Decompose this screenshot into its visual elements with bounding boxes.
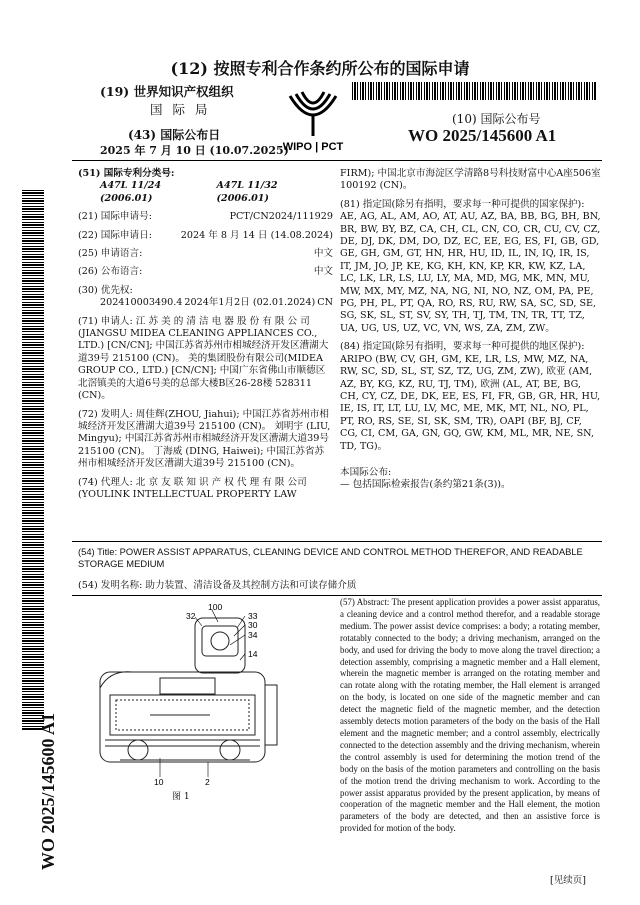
f81-designated-states: (81) 指定国(除另有指明，要求每一种可提供的国家保护): AE, AG, AL, AM, AO, AT, AU, AZ, BA, BB, BG, BH, BN, BR, BW, BY, BZ, CA, CH, CL, CN, CO, CR, CU, CV, CZ, DE, DJ, DK, DM, DO, DZ, EC, EE, EG, ES, FI, GB, GD, GE, GH, GM, GT, HN, HR, HU, ID, IL, IN, IQ, IR, IS, IT, JM, JO, JP, KE, KG, KH, KN, KP, KR, KW, KZ, LA, LC, LK, LR, LS, LU, LY, MA, MD, MG, MK, MN, MU, MW, MX, MY, MZ, NA, NG, NI, NO, NZ, OM, PA, PE, PG, PH, PL, PT, QA, RO, RS, RU, RW, SA, SC, SD, SE, SG, SK, SL, ST, SV, SY, TH, TJ, TM, TN, TR, TT, TZ, UA, UG, US, UZ, VC, VN, WS, ZA, ZM, ZW。 (340, 198, 601, 334)
f51-label: (51) 国际专利分类号: (78, 168, 175, 179)
f25-row (78, 248, 333, 260)
patent-figure (90, 600, 330, 785)
f71-applicants: (71) 申请人: 江 苏 美 的 清 洁 电 器 股 份 有 限 公 司 (JIANGSU MIDEA CLEANING APPLIANCES CO., LTD.) [CN/CN]; 中国江苏省苏州市相城经济开发区漕湖大道39号 215100 (CN)。 美的集团股份有限公司(MIDEA GROUP CO., LTD.) [CN/CN]; 中国广东省佛山市顺德区北滘镇美的大道6号美的总部大楼B区26-28楼 528311 (CN)。 (78, 315, 329, 402)
f25-value: 中文 (313, 248, 333, 260)
agent-firm-cont: FIRM); 中国北京市海淀区学清路8号科技财富中心A座506室 100192 (CN)。 (340, 168, 601, 192)
abstract-divider (72, 595, 602, 596)
pub-no-label: (10) 国际公布号 (452, 112, 541, 126)
f72-inventors: (72) 发明人: 周佳辉(ZHOU, Jiahui); 中国江苏省苏州市相城经济开发区漕湖大道39号 215100 (CN)。 刘明宇 (LIU, Mingyu); 中国江苏省苏州市相城经济开发区漕湖大道39号 215100 (CN)。 丁海威 (DING, Haiwei); 中国江苏省苏州市相城经济开发区漕湖大道39号 215100 (CN)。 (78, 408, 331, 470)
header-divider (72, 160, 602, 161)
side-barcode (22, 190, 44, 730)
title-english: (54) Title: POWER ASSIST APPARATUS, CLEANING DEVICE AND CONTROL METHOD THEREFOR, AND READABLE STORAGE MEDIUM (78, 546, 583, 569)
document-type: (12) 按照专利合作条约所公布的国际申请 (170, 59, 470, 78)
f51-value-1: A47L 11/24 (2006.01) (100, 180, 162, 204)
fig-label: 100 (208, 602, 223, 612)
f30-date: 2024年1月2日 (02.01.2024) (184, 297, 316, 309)
side-pub-number: WO 2025/145600 A1 (38, 712, 58, 870)
published-item: — 包括国际检索报告(条约第21条(3))。 (340, 479, 511, 491)
fig-label: 33 (248, 611, 258, 621)
f26-value: 中文 (313, 266, 333, 278)
f22-value: 2024 年 8 月 14 日 (14.08.2024) (180, 229, 333, 241)
f51-values (78, 180, 333, 205)
title-divider (72, 541, 602, 542)
figure-caption: 图 1 (172, 792, 190, 802)
f26-label: (26) 公布语言: (78, 266, 143, 278)
f26-row (78, 266, 333, 278)
pub-date: 2025 年 7 月 10 日 (10.07.2025) (100, 144, 289, 157)
bib-right (340, 168, 602, 492)
pub-no: WO 2025/145600 A1 (408, 126, 557, 145)
f21-row (78, 211, 333, 223)
org-name: (19) 世界知识产权组织 (100, 84, 234, 99)
pub-date-label: (43) 国际公布日 (128, 128, 221, 142)
f30-row (78, 297, 333, 309)
fig-label: 2 (205, 777, 210, 785)
f25-label: (25) 申请语言: (78, 248, 143, 260)
f30-number: 202410003490.4 (100, 297, 183, 309)
title-chinese: (54) 发明名称: 助力装置、清洁设备及其控制方法和可读存储介质 (78, 580, 357, 591)
fig-label: 10 (154, 777, 164, 785)
org-bureau: 国 际 局 (150, 102, 211, 117)
wipo-logo-text: WIPO | PCT (282, 141, 344, 153)
f22-label: (22) 国际申请日: (78, 229, 152, 241)
abstract-text: (57) Abstract: The present application provides a power assist apparatus, a cleaning device and a control method therefor, and a readable storage medium. The power assist device comprises: a body; a rotating member, rotatably connected to the body; a driving mechanism, arranged on the body, and used for driving the body to move along the travel direction; a detection assembly, comprising a magnetic member and a Hall element, wherein the magnetic member is arranged on the rotating member and can rotate along with the rotating member, the Hall element is arranged on the body, is located on one side of the magnetic member and can detect the magnetic field of the magnetic member, and the detection assembly detects motion parameters of the body on the basis of the Hall element and the magnetic member; and a control assembly, electrically connected to the detection assembly and the driving mechanism, wherein the control assembly is used for determining the motion trend of the body on the basis of the motion parameters and controlling on the basis of the motion trend the driving mechanism to work. According to the power assist apparatus provided by the present application, by means of cooperation of the magnetic member and the Hall element, the motion parameters of the body are detected, and then an assistive force is provided for motion of the body. (340, 597, 600, 834)
fig-label: 32 (186, 611, 196, 621)
f21-value: PCT/CN2024/111929 (229, 211, 333, 223)
fig-label: 14 (248, 649, 258, 659)
fig-label: 30 (248, 620, 258, 630)
f21-label: (21) 国际申请号: (78, 211, 152, 223)
bib-left (78, 168, 333, 501)
wipo-logo (268, 86, 358, 156)
fig-label: 34 (248, 630, 258, 640)
f74-agent: (74) 代理人: 北 京 友 联 知 识 产 权 代 理 有 限 公司(YOULINK INTELLECTUAL PROPERTY LAW (78, 476, 307, 500)
f30-label: (30) 优先权: (78, 284, 133, 296)
f30-country: CN (317, 297, 333, 309)
f51-value-2: A47L 11/32 (2006.01) (216, 180, 278, 204)
f22-row (78, 230, 333, 242)
top-barcode (352, 82, 597, 100)
continued-note: [见续页] (550, 875, 586, 886)
f84-regional-states: (84) 指定国(除另有指明，要求每一种可提供的地区保护): ARIPO (BW, CV, GH, GM, KE, LR, LS, MW, MZ, NA, RW, SC, SD, SL, ST, SZ, TZ, UG, ZM, ZW), 欧亚 (AM, AZ, BY, KG, KZ, RU, TJ, TM), 欧洲 (AL, AT, BE, BG, CH, CY, CZ, DE, DK, EE, ES, FI, FR, GB, GR, HR, HU, IE, IS, IT, LT, LU, LV, MC, ME, MK, MT, NL, NO, PL, PT, RO, RS, SE, SI, SK, SM, TR), OAPI (BF, BJ, CF, CG, CI, CM, GA, GN, GQ, GW, KM, ML, MR, NE, SN, TD, TG)。 (340, 341, 601, 452)
published-label: 本国际公布: (340, 466, 392, 478)
